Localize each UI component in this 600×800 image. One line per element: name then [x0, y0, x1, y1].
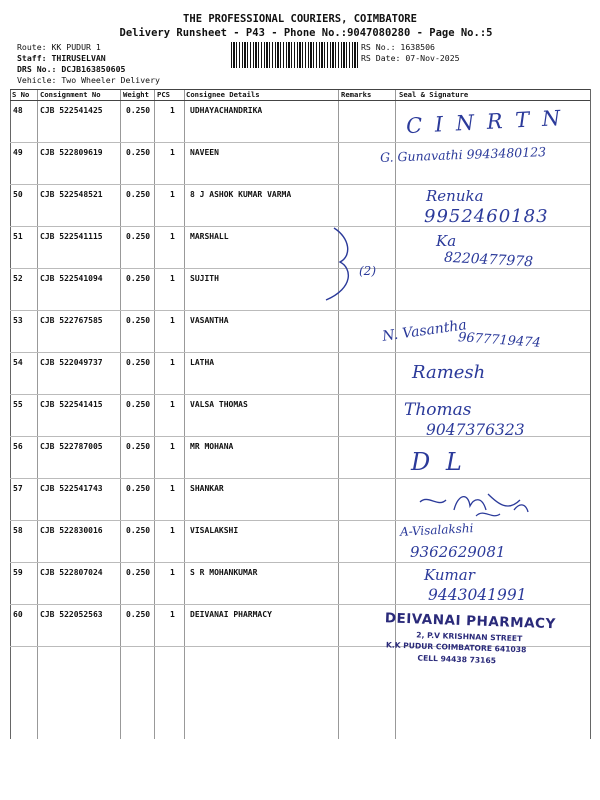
- col-sno: S No: [12, 90, 30, 99]
- cell-pcs: 1: [170, 148, 175, 157]
- cell-consignee: SHANKAR: [190, 484, 224, 493]
- cell-weight: 0.250: [126, 568, 151, 577]
- signature-53-phone: 9677719474: [457, 330, 542, 351]
- vehicle-label: Vehicle: Two Wheeler Delivery: [17, 75, 160, 85]
- route-label: Route: KK PUDUR 1: [17, 42, 101, 52]
- col-pcs: PCS: [157, 90, 170, 99]
- cell-sno: 52: [13, 274, 23, 283]
- cell-weight: 0.250: [126, 316, 151, 325]
- cell-consignment: CJB 522767585: [40, 316, 103, 325]
- signature-57-scribble: [420, 494, 528, 512]
- cell-weight: 0.250: [126, 232, 151, 241]
- cell-sno: 57: [13, 484, 23, 493]
- cell-pcs: 1: [170, 484, 175, 493]
- rs-date: RS Date: 07-Nov-2025: [361, 53, 460, 63]
- cell-weight: 0.250: [126, 190, 151, 199]
- signature-51-mark: Ka: [436, 232, 457, 250]
- signature-58-name: A-Visalakshi: [399, 521, 474, 539]
- cell-weight: 0.250: [126, 358, 151, 367]
- stamp-line2: K.K PUDUR COIMBATORE 641038: [385, 640, 527, 655]
- col-remarks: Remarks: [341, 90, 372, 99]
- pharmacy-stamp: [383, 610, 597, 677]
- col-signature: Seal & Signature: [399, 90, 469, 99]
- col-consignment: Consignment No: [40, 90, 101, 99]
- stamp-line1: 2, P.V KRISHNAN STREET: [416, 630, 523, 644]
- cell-pcs: 1: [170, 610, 175, 619]
- bracket-scribble: [326, 228, 348, 300]
- stamp-line3: CELL 94438 73165: [417, 653, 497, 666]
- cell-consignee: S R MOHANKUMAR: [190, 568, 258, 577]
- cell-sno: 51: [13, 232, 23, 241]
- cell-weight: 0.250: [126, 442, 151, 451]
- cell-consignment: CJB 522541115: [40, 232, 103, 241]
- cell-sno: 49: [13, 148, 23, 157]
- cell-consignment: CJB 522548521: [40, 190, 103, 199]
- cell-pcs: 1: [170, 526, 175, 535]
- signature-58-phone: 9362629081: [410, 543, 506, 561]
- cell-consignment: CJB 522541094: [40, 274, 103, 283]
- cell-sno: 54: [13, 358, 23, 367]
- cell-pcs: 1: [170, 568, 175, 577]
- signature-59-phone: 9443041991: [428, 586, 527, 604]
- cell-consignee: LATHA: [190, 358, 215, 367]
- cell-weight: 0.250: [126, 106, 151, 115]
- cell-consignee: VASANTHA: [190, 316, 229, 325]
- cell-sno: 55: [13, 400, 23, 409]
- cell-pcs: 1: [170, 400, 175, 409]
- signature-55-phone: 9047376323: [426, 421, 525, 439]
- cell-consignee: NAVEEN: [190, 148, 219, 157]
- cell-consignment: CJB 522830016: [40, 526, 103, 535]
- company-title: THE PROFESSIONAL COURIERS, COIMBATORE: [183, 13, 417, 25]
- cell-consignment: CJB 522787005: [40, 442, 103, 451]
- signature-48: C I N R T N: [405, 105, 564, 139]
- cell-pcs: 1: [170, 274, 175, 283]
- cell-sno: 56: [13, 442, 23, 451]
- cell-sno: 50: [13, 190, 23, 199]
- cell-consignment: CJB 522541743: [40, 484, 103, 493]
- cell-consignee: VISALAKSHI: [190, 526, 239, 535]
- signature-50-phone: 9952460183: [424, 206, 549, 227]
- rs-number: RS No.: 1638506: [361, 42, 435, 52]
- cell-pcs: 1: [170, 190, 175, 199]
- cell-weight: 0.250: [126, 148, 151, 157]
- signature-55-name: Thomas: [404, 400, 472, 420]
- cell-pcs: 1: [170, 106, 175, 115]
- cell-weight: 0.250: [126, 526, 151, 535]
- cell-consignment: CJB 522809619: [40, 148, 103, 157]
- runsheet-subtitle: Delivery Runsheet - P43 - Phone No.:9047080280 - Page No.:5: [119, 27, 493, 39]
- cell-consignee: MR MOHANA: [190, 442, 234, 451]
- cell-consignee: UDHAYACHANDRIKA: [190, 106, 263, 115]
- cell-consignment: CJB 522049737: [40, 358, 103, 367]
- cell-consignee: MARSHALL: [190, 232, 229, 241]
- cell-weight: 0.250: [126, 610, 151, 619]
- staff-label: Staff: THIRUSELVAN: [17, 53, 106, 63]
- col-consignee: Consignee Details: [186, 90, 260, 99]
- cell-consignment: CJB 522541425: [40, 106, 103, 115]
- cell-sno: 53: [13, 316, 23, 325]
- signature-49: G. Gunavathi 9943480123: [379, 144, 547, 165]
- signature-51-phone: 8220477978: [443, 249, 534, 271]
- cell-consignee: SUJITH: [190, 274, 219, 283]
- signature-59-name: Kumar: [424, 566, 475, 584]
- cell-weight: 0.250: [126, 484, 151, 493]
- cell-consignee: 8 J ASHOK KUMAR VARMA: [190, 190, 292, 199]
- cell-consignment: CJB 522052563: [40, 610, 103, 619]
- marshall-sujith-mark: (2): [359, 264, 376, 278]
- cell-weight: 0.250: [126, 400, 151, 409]
- cell-pcs: 1: [170, 232, 175, 241]
- cell-consignee: VALSA THOMAS: [190, 400, 248, 409]
- signature-56: D L: [411, 448, 466, 476]
- drs-label: DRS No.: DCJB163850605: [17, 64, 126, 74]
- cell-sno: 58: [13, 526, 23, 535]
- col-weight: Weight: [123, 90, 149, 99]
- cell-consignment: CJB 522541415: [40, 400, 103, 409]
- cell-pcs: 1: [170, 442, 175, 451]
- signature-53-name: N. Vasantha: [381, 317, 468, 345]
- signature-54: Ramesh: [412, 362, 486, 383]
- cell-sno: 48: [13, 106, 23, 115]
- stamp-name: DEIVANAI PHARMACY: [384, 610, 557, 633]
- cell-pcs: 1: [170, 316, 175, 325]
- cell-weight: 0.250: [126, 274, 151, 283]
- cell-consignment: CJB 522807024: [40, 568, 103, 577]
- cell-sno: 59: [13, 568, 23, 577]
- cell-sno: 60: [13, 610, 23, 619]
- cell-pcs: 1: [170, 358, 175, 367]
- cell-consignee: DEIVANAI PHARMACY: [190, 610, 272, 619]
- signature-58-scribble: [476, 513, 500, 516]
- signature-50-name: Renuka: [426, 187, 484, 205]
